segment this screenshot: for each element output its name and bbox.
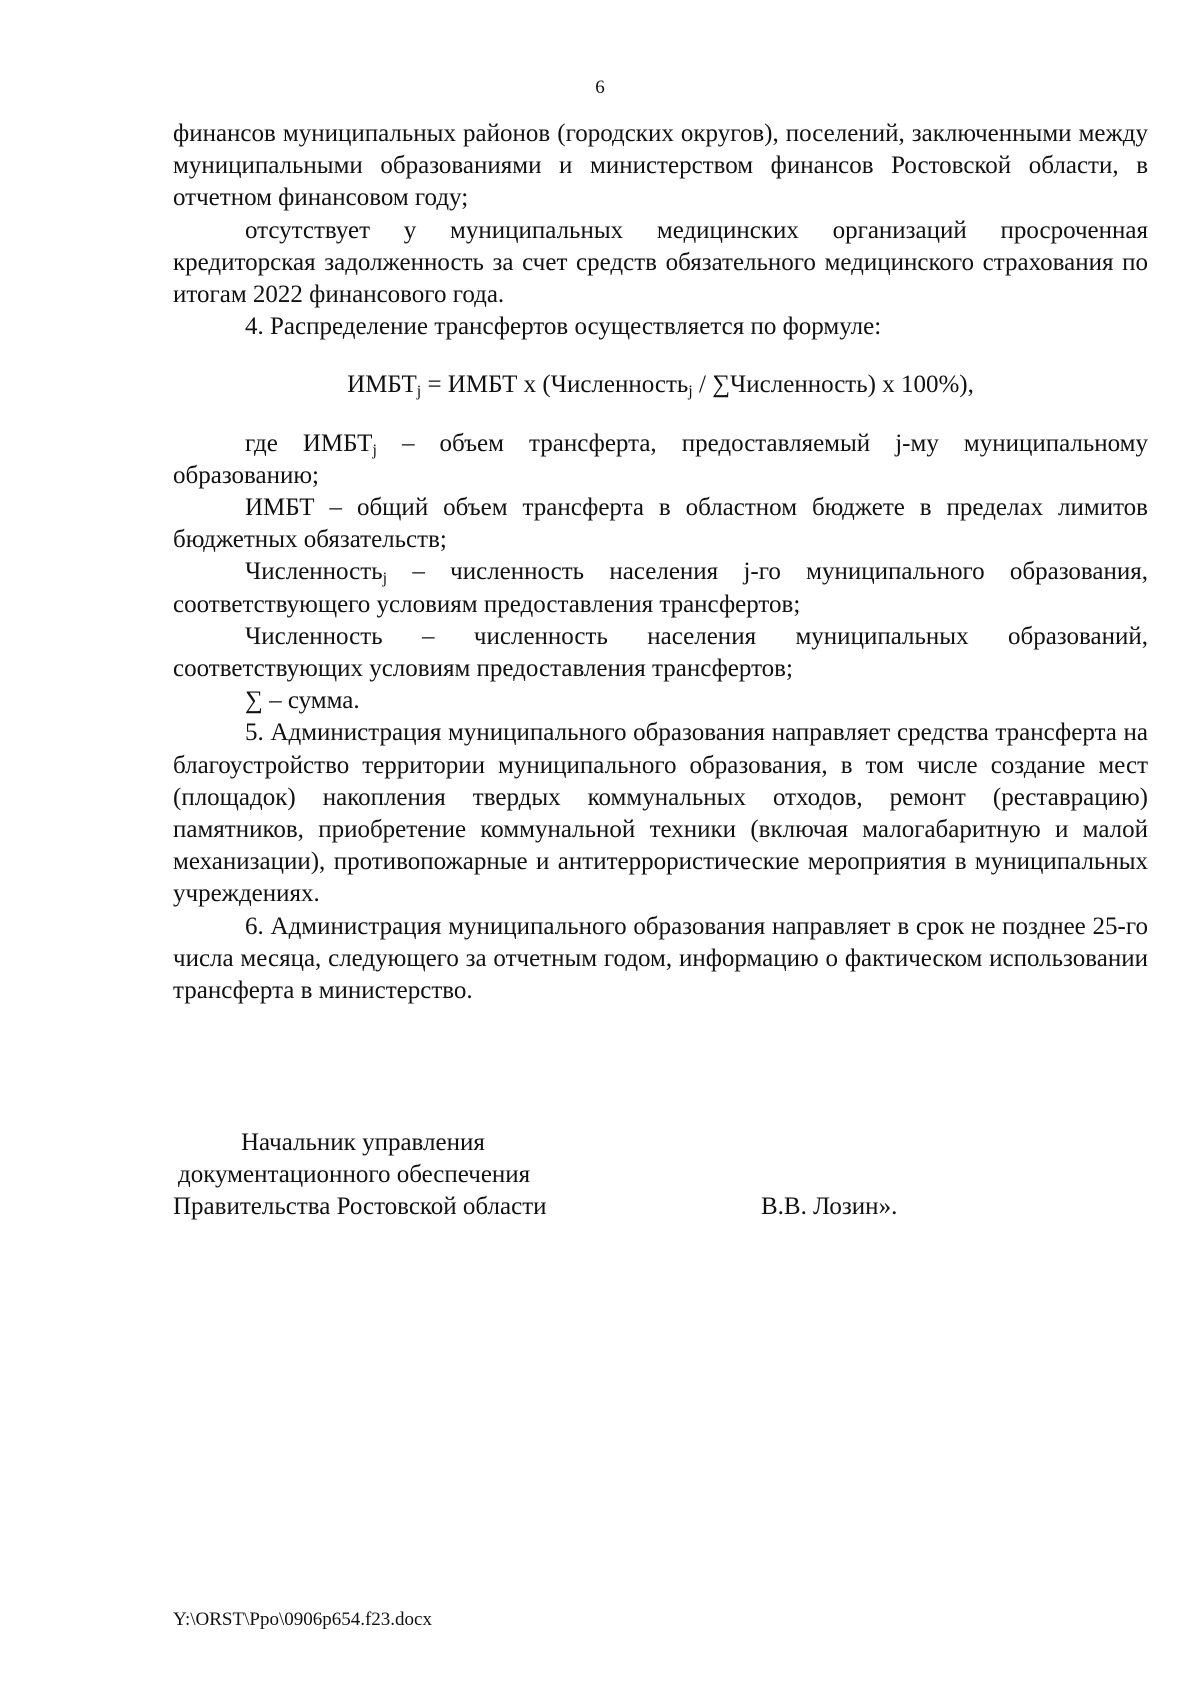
definition-subscript: j: [382, 570, 388, 588]
definition-imbt-j: [173, 428, 1148, 492]
definition-text: где ИМБТ: [245, 429, 373, 457]
definition-text: – объем трансферта, предоставляемый j-му муниципальному образованию;: [173, 429, 1149, 489]
formula-subscript: j: [416, 383, 422, 401]
definition-imbt: ИМБТ – общий объем трансферта в областном бюджете в пределах лимитов бюджетных обязательств;: [173, 494, 1148, 554]
paragraph-financing-agreements: финансов муниципальных районов (городских округов), поселений, заключенными между муниципальными образованиями и министерством финансов Ростовской области, в отчетном финансовом году;: [173, 120, 1148, 212]
definition-subscript: j: [372, 441, 377, 459]
definition-population: Численность – численность населения муниципальных образований, соответствующих условиям предоставления трансфертов;: [173, 622, 1148, 683]
signature-block: [173, 1127, 973, 1224]
formula-part: / ∑Численность) х 100%),: [692, 371, 974, 399]
signature-title-line-3: Правительства Ростовской области: [173, 1193, 547, 1221]
paragraph-no-overdue-debt: отсутствует у муниципальных медицинских организаций просроченная кредиторская задолженность за счет средств обязательного медицинского страхования по итогам 2022 финансового года.: [173, 216, 1148, 309]
distribution-formula: [173, 369, 1148, 401]
signatory-name: В.В. Лозин».: [761, 1193, 898, 1221]
page-number: 6: [595, 77, 605, 98]
definition-sum: ∑ – сумма.: [245, 687, 360, 715]
paragraph-item-6: 6. Администрация муниципального образования направляет в срок не позднее 25-го числа месяца, следующего за отчетным годом, информацию о фактическом использовании трансферта в министерство.: [173, 912, 1148, 1005]
formula-subscript: j: [688, 383, 693, 401]
paragraph-distribution-formula-intro: 4. Распределение трансфертов осуществляется по формуле:: [245, 313, 882, 341]
paragraph-item-5: 5. Администрация муниципального образования направляет средства трансферта на благоустройство территории муниципального образования, в том числе создание мест (площадок) накопления твердых коммунальных отходов, ремонт (реставрацию) памятников, приобретение коммунальной техники (включая малогабаритную и малой механизации), противопожарные и антитеррористические мероприятия в муниципальных учреждениях.: [173, 719, 1148, 908]
definition-text: – численность населения j-го муниципального образования, соответствующего условиям предоставления трансфертов;: [173, 558, 1148, 618]
formula-part: = ИМБТ х (Численность: [421, 371, 689, 399]
definition-text: Численность: [245, 558, 383, 586]
signature-title-line-1: Начальник управления: [241, 1129, 485, 1156]
footer-file-path: Y:\ORST\Ppo\0906p654.f23.docx: [173, 1609, 432, 1630]
definition-population-j: [173, 556, 1148, 620]
document-body: [173, 118, 1148, 1007]
signature-title-line-2: документационного обеспечения: [178, 1161, 531, 1189]
formula-part: ИМБТ: [347, 371, 417, 399]
